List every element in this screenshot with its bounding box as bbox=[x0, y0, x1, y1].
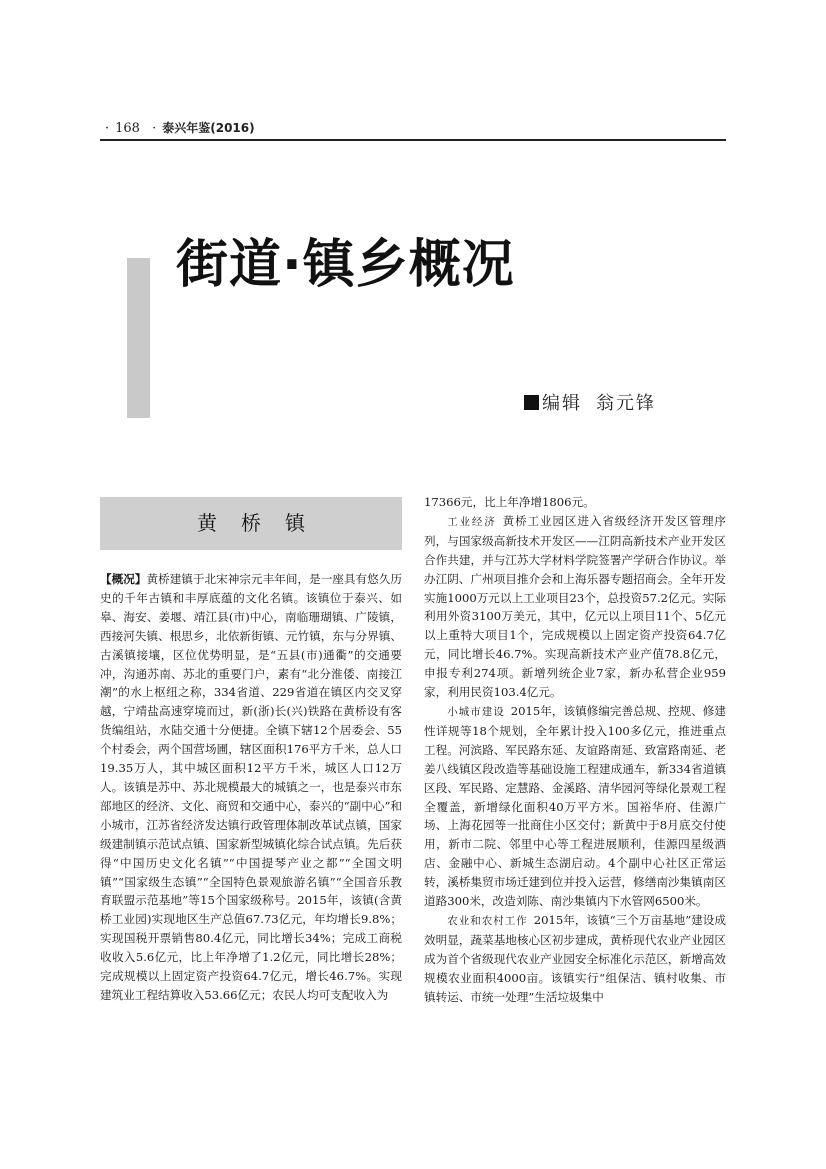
paragraph-heading: 小城市建设 bbox=[447, 705, 505, 718]
editor-name: 翁元锋 bbox=[596, 393, 656, 414]
decorative-gray-bar bbox=[127, 258, 150, 418]
right-column bbox=[424, 493, 726, 1006]
paragraph-heading: 农业和农村工作 bbox=[447, 914, 528, 927]
editor-label: 编辑 bbox=[542, 393, 582, 414]
section-title: 黄桥镇 bbox=[197, 511, 329, 535]
square-bullet-icon bbox=[524, 395, 539, 410]
overview-lead: 【概况】 bbox=[100, 572, 147, 586]
paragraph-agriculture bbox=[424, 911, 726, 1007]
paragraph-town-construction bbox=[424, 702, 726, 911]
paragraph-industrial-economy bbox=[424, 512, 726, 702]
header-dot: · bbox=[105, 121, 110, 136]
paragraph-text: 2015年，该镇“三个万亩基地”建设成效明显，蔬菜基地核心区初步建成，黄桥现代农业产业园区成为首个省级现代农业产业园安全标准化示范区，新增高效规模农业面积4000亩。该镇实行“组保洁、镇村收集、市镇转运、市统一处理”生活垃圾集中 bbox=[424, 912, 726, 1004]
section-heading-box bbox=[100, 497, 402, 550]
running-header bbox=[105, 117, 725, 139]
paragraph-heading: 工业经济 bbox=[447, 515, 497, 528]
continued-text: 17366元，比上年净增1806元。 bbox=[424, 495, 595, 509]
left-column bbox=[100, 570, 402, 1005]
yearbook-title: 泰兴年鉴(2016) bbox=[162, 121, 255, 135]
header-rule bbox=[100, 139, 726, 141]
paragraph-text: 黄桥工业园区进入省级经济开发区管理序列，与国家级高新技术开发区——江阴高新技术产业开发区合作共建，并与江苏大学材料学院签署产学研合作协议。举办江阴、广州项目推介会和上海乐器专题招商会。全年开发实施1000万元以上工业项目23个，总投资57.2亿元。实际利用外资3100万美元，其中，亿元以上项目11个、5亿元以上重特大项目1个，完成规模以上固定资产投资64.7亿元，同比增长46.7%。实现高新技术产业产值78.8亿元，申报专利274项。新增列统企业7家，新办私营企业959家，利用民资103.4亿元。 bbox=[424, 513, 726, 700]
overview-paragraph bbox=[100, 570, 402, 1005]
chapter-title: 街道·镇乡概况 bbox=[176, 235, 515, 295]
editor-credit bbox=[524, 390, 724, 418]
overview-text: 黄桥建镇于北宋神宗元丰年间，是一座具有悠久历史的千年古镇和丰厚底蕴的文化名镇。该镇位于泰兴、如皋、海安、姜堰、靖江县(市)中心，南临珊瑚镇、广陵镇，西接河失镇、根思乡，北依新街镇、元竹镇，东与分界镇、古溪镇接壤，区位优势明显，是“五县(市)通衢”的交通要冲，沟通苏南、苏北的重要门户，素有“北分淮倭、南接江潮”的水上枢纽之称，334省道、229省道在镇区内交叉穿越，宁靖盐高速穿境而过，新(浙)长(兴)铁路在黄桥设有客货编组站，水陆交通十分便捷。全镇下辖12个居委会、55个村委会，两个国营场圃，辖区面积176平方千米，总人口19.35万人，其中城区面积12平方千米，城区人口12万人。该镇是苏中、苏北规模最大的城镇之一，也是泰兴市东部地区的经济、文化、商贸和交通中心，泰兴的“副中心”和小城市，江苏省经济发达镇行政管理体制改革试点镇，国家级建制镇示范试点镇、国家新型城镇化综合试点镇。先后获得“中国历史文化名镇”“中国提琴产业之都”“全国文明镇”“国家级生态镇”“全国特色景观旅游名镇”“全国音乐教育联盟示范基地”等15个国家级称号。2015年，该镇(含黄桥工业园)实现地区生产总值67.73亿元，年均增长9.8%；实现国税开票销售80.4亿元，同比增长34%；完成工商税收收入5.6亿元，比上年净增了1.2亿元，同比增长28%；完成规模以上固定资产投资64.7亿元，增长46.7%。实现建筑业工程结算收入53.66亿元；农民人均可支配收入为 bbox=[100, 572, 402, 1002]
header-dot: · bbox=[152, 121, 157, 136]
page-number: 168 bbox=[115, 121, 140, 136]
paragraph-text: 2015年，该镇修编完善总规、控规、修建性详规等18个规划，全年累计投入100多亿元，推进重点工程。河滨路、军民路东延、友谊路南延、致富路南延、老姜八线镇区段改造等基础设施工程建成通车，新334省道镇区段、军民路、定慧路、金溪路、清华园河等绿化景观工程全覆盖，新增绿化面积40万平方米。国裕华府、佳源广场、上海花园等一批商住小区交付；新黄中于8月底交付使用，新市二院、邻里中心等工程进展顺利，佳源四星级酒店、金融中心、新城生态湖启动。4个副中心社区正常运转，溪桥集贸市场迁建到位并投入运营，修缮南沙集镇南区道路300米，改造刘陈、南沙集镇内下水管网6500米。 bbox=[424, 703, 726, 909]
